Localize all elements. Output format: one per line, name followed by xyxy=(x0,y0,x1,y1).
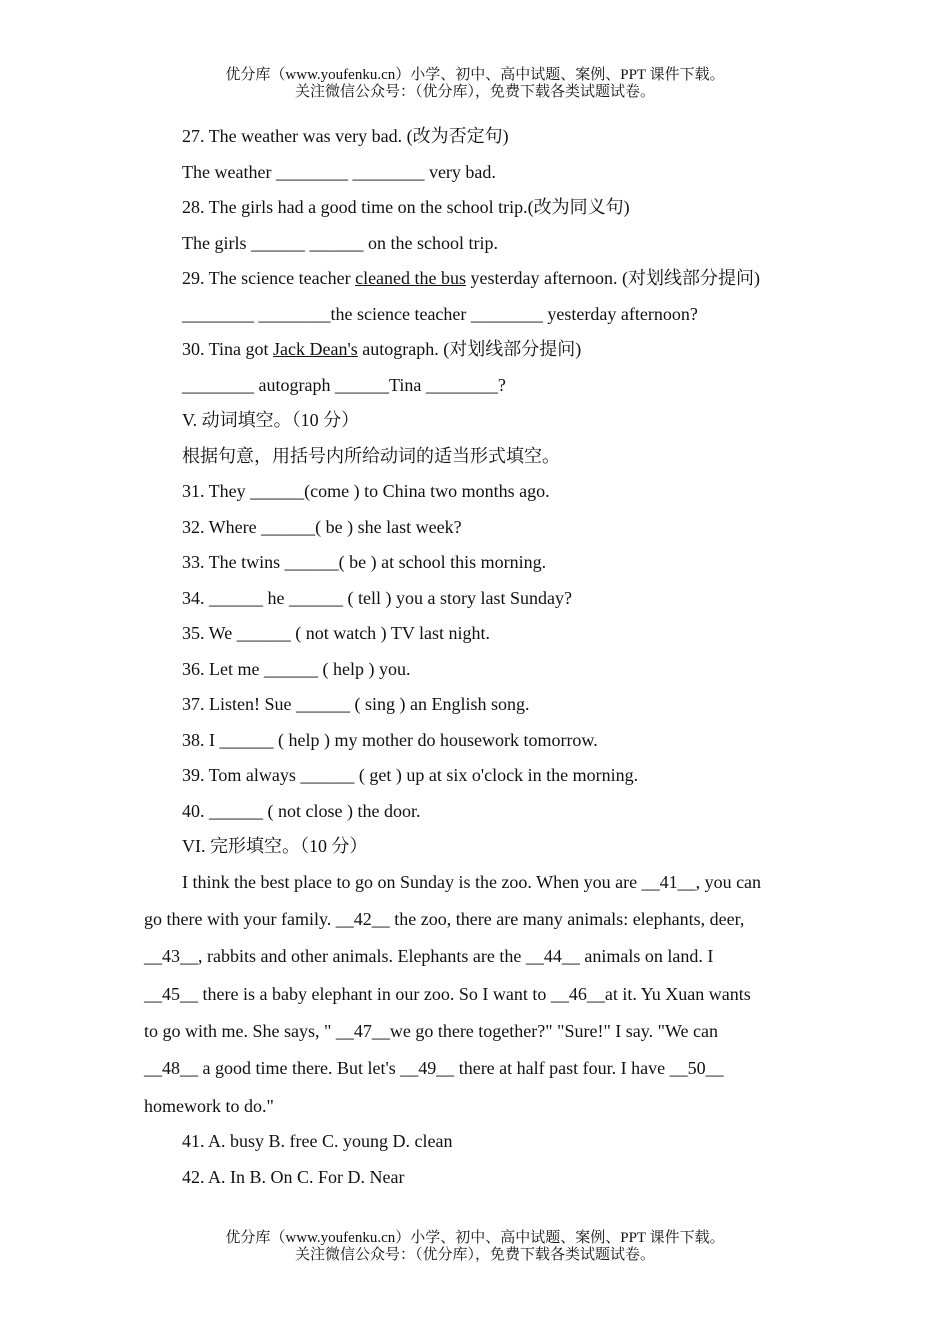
question-34: 34. ______ he ______ ( tell ) you a story last Sunday? xyxy=(182,588,572,608)
section-6-title: VI. 完形填空。（10 分） xyxy=(182,836,368,856)
footer-line-1: 优分库（www.youfenku.cn）小学、初中、高中试题、案例、PPT 课件下载。 xyxy=(225,1230,725,1246)
question-40: 40. ______ ( not close ) the door. xyxy=(182,801,421,821)
question-29-end: yesterday afternoon. (对划线部分提问) xyxy=(466,268,760,288)
header-line-1: 优分库（www.youfenku.cn）小学、初中、高中试题、案例、PPT 课件下载。 xyxy=(225,67,725,83)
question-29-underlined: cleaned the bus xyxy=(355,268,467,288)
question-39: 39. Tom always ______ ( get ) up at six o'clock in the morning. xyxy=(182,765,639,785)
question-35: 35. We ______ ( not watch ) TV last night. xyxy=(182,623,491,643)
passage-line-1: I think the best place to go on Sunday is the zoo. When you are __41__, you can xyxy=(182,872,762,892)
answer-30: ________ autograph ______Tina ________? xyxy=(182,375,506,395)
answer-29: ________ ________the science teacher ________ yesterday afternoon? xyxy=(182,304,698,324)
section-5-instruction: 根据句意，用括号内所给动词的适当形式填空。 xyxy=(182,446,560,466)
question-38: 38. I ______ ( help ) my mother do housework tomorrow. xyxy=(182,730,598,750)
passage-line-7: homework to do." xyxy=(144,1096,274,1116)
option-42: 42. A. In B. On C. For D. Near xyxy=(182,1167,405,1187)
page-footer xyxy=(0,1230,950,1264)
question-32: 32. Where ______( be ) she last week? xyxy=(182,517,462,537)
header-line-2: 关注微信公众号：（优分库），免费下载各类试题试卷。 xyxy=(294,84,655,100)
answer-27: The weather ________ ________ very bad. xyxy=(182,162,496,182)
question-36: 36. Let me ______ ( help ) you. xyxy=(182,659,411,679)
question-37: 37. Listen! Sue ______ ( sing ) an English song. xyxy=(182,694,530,714)
question-30-start: 30. Tina got xyxy=(182,339,274,359)
passage-line-4: __45__ there is a baby elephant in our zoo. So I want to __46__at it. Yu Xuan wants xyxy=(144,984,751,1004)
question-29-start: 29. The science teacher xyxy=(182,268,356,288)
option-41: 41. A. busy B. free C. young D. clean xyxy=(182,1131,453,1151)
footer-line-2: 关注微信公众号：（优分库），免费下载各类试题试卷。 xyxy=(294,1247,655,1263)
passage-line-3: __43__, rabbits and other animals. Elephants are the __44__ animals on land. I xyxy=(144,946,714,966)
answer-28: The girls ______ ______ on the school trip. xyxy=(182,233,498,253)
question-30-underlined: Jack Dean's xyxy=(273,339,358,359)
question-28: 28. The girls had a good time on the school trip.(改为同义句) xyxy=(182,197,630,217)
passage-line-5: to go with me. She says, " __47__we go there together?" "Sure!" I say. "We can xyxy=(144,1021,718,1041)
question-27: 27. The weather was very bad. (改为否定句) xyxy=(182,126,509,146)
section-5-title: V. 动词填空。（10 分） xyxy=(182,410,360,430)
question-33: 33. The twins ______( be ) at school this morning. xyxy=(182,552,547,572)
question-30 xyxy=(182,338,581,360)
passage-line-6: __48__ a good time there. But let's __49__ there at half past four. I have __50__ xyxy=(144,1058,724,1078)
passage-line-2: go there with your family. __42__ the zoo, there are many animals: elephants, deer, xyxy=(144,909,745,929)
question-30-end: autograph. (对划线部分提问) xyxy=(357,339,582,359)
question-31: 31. They ______(come ) to China two months ago. xyxy=(182,481,550,501)
question-29 xyxy=(182,267,760,289)
page-header xyxy=(0,67,950,101)
